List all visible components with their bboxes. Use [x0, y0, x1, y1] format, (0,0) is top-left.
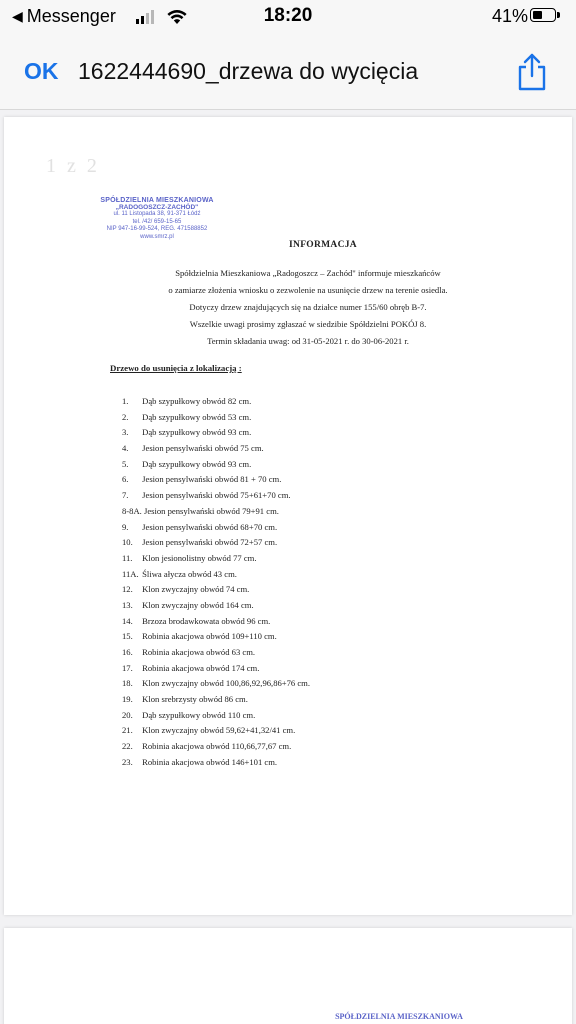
- list-item: [122, 661, 310, 677]
- item-number: 18.: [122, 678, 133, 689]
- item-text: Robinia akacjowa obwód 110,66,77,67 cm.: [142, 741, 292, 752]
- stamp-line-3: ul. 11 Listopada 38, 91-371 Łódź: [113, 211, 201, 217]
- clock: 18:20: [263, 5, 313, 26]
- stamp-line-4: tel. /42/ 659-15-65: [132, 218, 182, 225]
- item-number: 13.: [122, 599, 133, 610]
- list-item: [122, 645, 310, 661]
- item-text: Robinia akacjowa obwód 174 cm.: [142, 662, 260, 673]
- item-number: 17.: [122, 662, 133, 673]
- document-page-1[interactable]: [4, 117, 572, 915]
- item-number: 1.: [122, 396, 129, 406]
- list-item: [122, 472, 310, 488]
- item-number: 8-8A.: [122, 505, 142, 516]
- battery-icon: [530, 8, 556, 22]
- list-item: [122, 488, 310, 504]
- navigation-bar: [0, 34, 576, 110]
- document-title: 1622444690_drzewa do wycięcia: [78, 58, 419, 84]
- list-item: [122, 582, 310, 598]
- item-number: 20.: [122, 709, 133, 720]
- document-page-2[interactable]: [4, 928, 572, 1024]
- item-number: 14.: [122, 615, 133, 626]
- item-text: Jesion pensylwański obwód 68+70 cm.: [142, 521, 278, 532]
- item-text: Jesion pensylwański obwód 72+57 cm.: [142, 537, 278, 548]
- list-item: [122, 708, 310, 724]
- item-number: 4.: [122, 443, 129, 454]
- item-text: Klon zwyczajny obwód 74 cm.: [142, 584, 250, 595]
- paragraph-line: Termin składania uwag: od 31-05-2021 r. do 30-06-2021 r.: [207, 336, 409, 346]
- list-item: [122, 629, 310, 645]
- page2-stamp: SPÓŁDZIELNIA MIESZKANIOWA: [335, 1012, 463, 1021]
- item-text: Klon zwyczajny obwód 164 cm.: [142, 599, 254, 610]
- list-item: [122, 723, 310, 739]
- item-text: Klon srebrzysty obwód 86 cm.: [142, 694, 248, 705]
- item-number: 15.: [122, 631, 133, 642]
- share-icon[interactable]: [514, 52, 550, 92]
- item-number: 5.: [122, 458, 129, 469]
- list-item: [122, 410, 310, 426]
- list-item: [122, 692, 310, 708]
- paragraph-line: Wszelkie uwagi prosimy zgłaszać w siedzibie Spółdzielni POKÓJ 8.: [189, 319, 427, 329]
- item-text: Klon zwyczajny obwód 100,86,92,96,86+76 cm.: [142, 678, 311, 689]
- ok-button[interactable]: OK: [24, 58, 59, 84]
- item-text: Dąb szypułkowy obwód 93 cm.: [142, 427, 252, 438]
- item-text: Dąb szypułkowy obwód 93 cm.: [142, 458, 252, 469]
- list-item: [122, 614, 310, 630]
- item-text: Robinia akacjowa obwód 109+110 cm.: [142, 631, 277, 642]
- item-number: 19.: [122, 694, 133, 705]
- list-item: [122, 551, 310, 567]
- item-text: Dąb szypułkowy obwód 53 cm.: [142, 411, 252, 422]
- item-number: 7.: [122, 490, 129, 501]
- item-text: Robinia akacjowa obwód 63 cm.: [142, 647, 256, 657]
- stamp-line-6: www.smrz.pl: [140, 233, 174, 240]
- paragraph-line: Dotyczy drzew znajdujących się na działce numer 155/60 obręb B-7.: [189, 302, 427, 312]
- item-text: Klon jesionolistny obwód 77 cm.: [142, 552, 257, 563]
- stamp-line-2: „RADOGOSZCZ-ZACHÓD": [115, 204, 199, 211]
- section-heading: Drzewo do usunięcia z lokalizacją :: [110, 363, 242, 373]
- item-text: Dąb szypułkowy obwód 110 cm.: [142, 709, 256, 720]
- list-item: [122, 676, 310, 692]
- paragraph-line: Spółdzielnia Mieszkaniowa „Radogoszcz – Zachód" informuje mieszkańców: [175, 268, 441, 278]
- cooperative-stamp: [92, 197, 222, 241]
- item-text: Jesion pensylwański obwód 79+91 cm.: [143, 505, 279, 516]
- list-item: [122, 739, 310, 755]
- list-item: [122, 394, 310, 410]
- item-number: 16.: [122, 647, 133, 657]
- list-item: [122, 535, 310, 551]
- item-number: 23.: [122, 756, 133, 767]
- item-number: 2.: [122, 411, 129, 422]
- item-text: Brzoza brodawkowata obwód 96 cm.: [142, 615, 271, 626]
- list-item: [122, 441, 310, 457]
- item-number: 3.: [122, 427, 129, 438]
- stamp-line-5: NIP 947-16-99-524, REG. 471588852: [106, 226, 208, 232]
- battery-percent: 41%: [492, 6, 529, 26]
- list-item: [122, 457, 310, 473]
- tree-list: [122, 394, 310, 771]
- item-number: 22.: [122, 741, 133, 752]
- item-text: Robinia akacjowa obwód 146+101 cm.: [142, 756, 278, 767]
- item-number: 12.: [122, 584, 133, 595]
- stamp-line-1: SPÓŁDZIELNIA MIESZKANIOWA: [100, 197, 214, 204]
- item-text: Jesion pensylwański obwód 81 + 70 cm.: [142, 474, 282, 485]
- item-text: Jesion pensylwański obwód 75+61+70 cm.: [142, 490, 291, 501]
- status-bar: [0, 0, 576, 34]
- item-text: Jesion pensylwański obwód 75 cm.: [142, 443, 264, 454]
- item-number: 9.: [122, 521, 129, 532]
- list-item: [122, 755, 310, 771]
- page-indicator: 1 z 2: [46, 155, 100, 177]
- item-number: 21.: [122, 725, 133, 736]
- list-item: [122, 504, 310, 520]
- document-heading: INFORMACJA: [289, 240, 357, 250]
- item-text: Klon zwyczajny obwód 59,62+41,32/41 cm.: [142, 725, 296, 736]
- item-text: Dąb szypułkowy obwód 82 cm.: [142, 396, 252, 406]
- back-triangle-icon: ◀: [12, 8, 23, 24]
- paragraph-line: o zamiarze złożenia wniosku o zezwolenie na usunięcie drzew na terenie osiedla.: [168, 285, 448, 295]
- list-item: [122, 598, 310, 614]
- list-item: [122, 425, 310, 441]
- item-number: 11.: [122, 552, 133, 563]
- item-number: 10.: [122, 537, 133, 548]
- item-text: Śliwa ałycza obwód 43 cm.: [142, 568, 237, 579]
- item-number: 6.: [122, 474, 129, 485]
- item-number: 11A.: [122, 568, 139, 579]
- back-app-label: Messenger: [26, 6, 116, 26]
- list-item: [122, 520, 310, 536]
- list-item: [122, 567, 310, 583]
